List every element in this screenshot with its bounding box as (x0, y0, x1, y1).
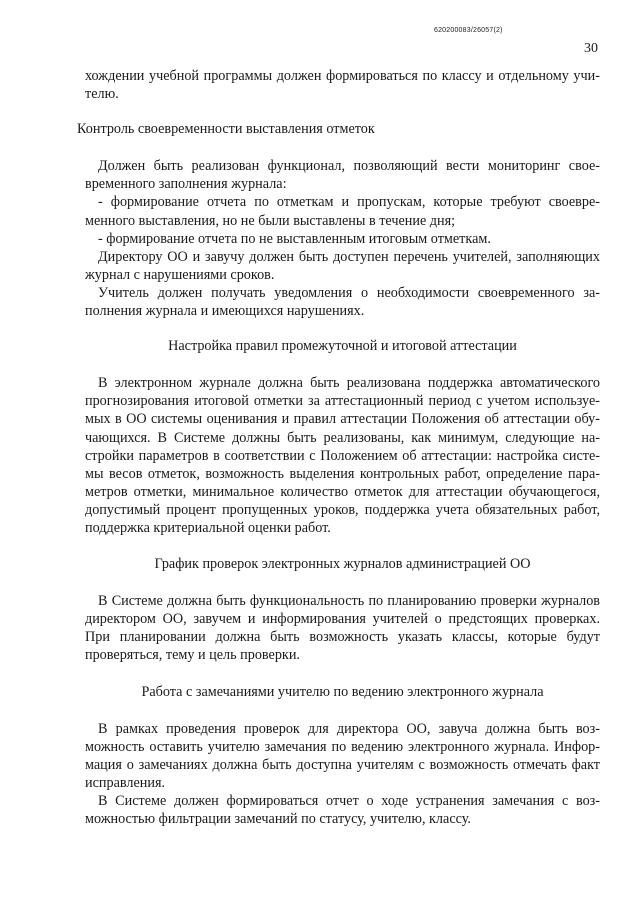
paragraph: В Системе должна быть функциональность по планированию проверки журналов директором ОО, завучем и информирования учителей о предстоящих проверках. При планировании должна быть возможность указать классы, которые будут проверяться, тему и цель проверки. (85, 593, 600, 664)
document-code: 620200083/26057(2) (434, 27, 503, 34)
paragraph: Директору ОО и завучу должен быть доступен перечень учителей, заполняющих журнал с нарушениями сроков. (85, 248, 600, 283)
paragraph: В электронном журнале должна быть реализована поддержка автоматического прогнозирования итоговой отметки за аттестационный период с учетом используемых в ОО системы оценивания и правил аттестации Положения об аттестации обучающихся. В Системе должны быть реализованы, как минимум, следующие настройки параметров в соответствии с Положением об аттестации: настройка системы весов отметок, возможность выделения контрольных работ, определение параметров отметки, минимальное количество отметок для аттестации обучающегося, допустимый процент пропущенных уроков, поддержка учета обязательных работ, поддержка критериальной оценки работ. (85, 375, 600, 536)
paragraph: В рамках проведения проверок для директора ОО, завуча должна быть возможность оставить учителю замечания по ведению электронного журнала. Информация о замечаниях должна быть доступна учителям с возможность отмечать факт исправления. (85, 720, 600, 791)
paragraph-continued: хождении учебной программы должен формироваться по классу и отдельному учителю. (85, 68, 600, 103)
section-heading-inspection-schedule: График проверок электронных журналов администрацией ОО (154, 556, 531, 573)
list-item: - формирование отчета по отметкам и пропускам, которые требуют своевременного выставления, но не были выставлены в течение дня; (85, 194, 600, 229)
paragraph: Должен быть реализован функционал, позволяющий вести мониторинг своевременного заполнения журнала: (85, 158, 600, 193)
section-heading-deadline-control: Контроль своевременности выставления отметок (77, 121, 375, 138)
document-body (77, 67, 600, 828)
paragraph: В Системе должен формироваться отчет о ходе устранения замечания с возможностью фильтрации замечаний по статусу, учителю, классу. (85, 793, 600, 828)
section-heading-teacher-remarks: Работа с замечаниями учителю по ведению электронного журнала (141, 683, 544, 700)
paragraph: Учитель должен получать уведомления о необходимости своевременного заполнения журнала и имеющихся нарушениях. (85, 284, 600, 320)
page-number: 30 (584, 41, 598, 56)
section-heading-attestation-rules: Настройка правил промежуточной и итоговой аттестации (168, 338, 517, 355)
list-item: - формирование отчета по не выставленным итоговым отметкам. (98, 230, 491, 247)
